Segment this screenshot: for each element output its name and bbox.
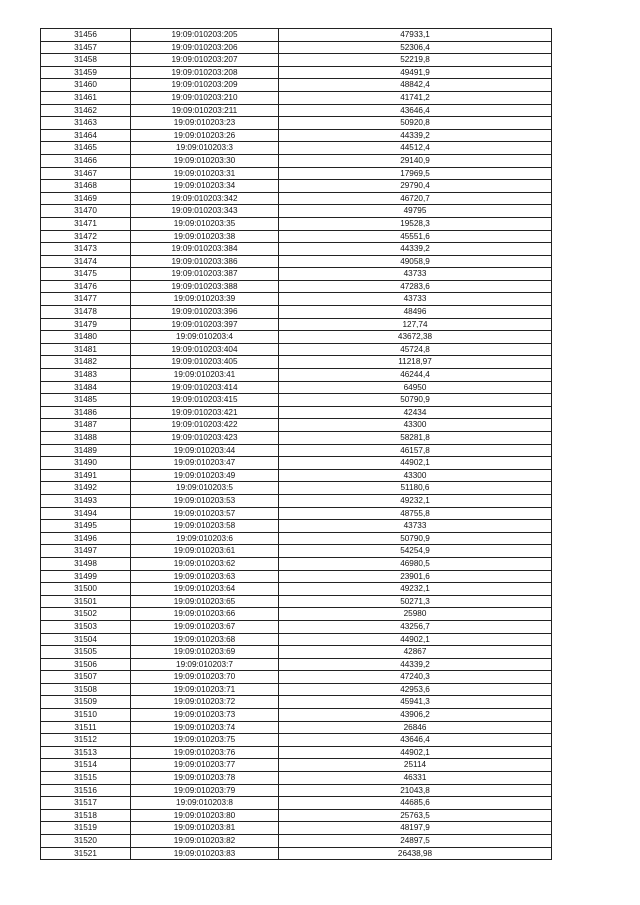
row-number-cell: 31501 [41,595,131,608]
value-cell: 42867 [279,646,552,659]
table-row [41,822,552,835]
table-row [41,419,552,432]
cadastral-number-cell: 19:09:010203:26 [131,129,279,142]
table-row [41,545,552,558]
cadastral-number-cell: 19:09:010203:342 [131,192,279,205]
cadastral-number-cell: 19:09:010203:3 [131,142,279,155]
cadastral-number-cell: 19:09:010203:62 [131,557,279,570]
cadastral-number-cell: 19:09:010203:423 [131,432,279,445]
row-number-cell: 31497 [41,545,131,558]
table-row [41,41,552,54]
row-number-cell: 31504 [41,633,131,646]
cadastral-number-cell: 19:09:010203:38 [131,230,279,243]
cadastral-number-cell: 19:09:010203:81 [131,822,279,835]
value-cell: 58281,8 [279,432,552,445]
cadastral-number-cell: 19:09:010203:70 [131,671,279,684]
table-row [41,406,552,419]
cadastral-number-cell: 19:09:010203:41 [131,369,279,382]
cadastral-number-cell: 19:09:010203:71 [131,683,279,696]
cadastral-number-cell: 19:09:010203:405 [131,356,279,369]
row-number-cell: 31457 [41,41,131,54]
row-number-cell: 31467 [41,167,131,180]
row-number-cell: 31478 [41,306,131,319]
cadastral-number-cell: 19:09:010203:8 [131,797,279,810]
row-number-cell: 31492 [41,482,131,495]
table-row [41,318,552,331]
value-cell: 49058,9 [279,255,552,268]
value-cell: 43733 [279,520,552,533]
cadastral-number-cell: 19:09:010203:404 [131,343,279,356]
value-cell: 50271,3 [279,595,552,608]
cadastral-number-cell: 19:09:010203:386 [131,255,279,268]
table-row [41,746,552,759]
cadastral-number-cell: 19:09:010203:30 [131,154,279,167]
row-number-cell: 31462 [41,104,131,117]
row-number-cell: 31520 [41,835,131,848]
row-number-cell: 31513 [41,746,131,759]
table-row [41,482,552,495]
value-cell: 44339,2 [279,129,552,142]
cadastral-number-cell: 19:09:010203:74 [131,721,279,734]
table-row [41,129,552,142]
value-cell: 23901,6 [279,570,552,583]
cadastral-number-cell: 19:09:010203:7 [131,658,279,671]
value-cell: 43733 [279,293,552,306]
cadastral-number-cell: 19:09:010203:64 [131,583,279,596]
cadastral-number-cell: 19:09:010203:415 [131,394,279,407]
row-number-cell: 31472 [41,230,131,243]
cadastral-number-cell: 19:09:010203:34 [131,180,279,193]
table-row [41,835,552,848]
cadastral-number-cell: 19:09:010203:75 [131,734,279,747]
table-row [41,217,552,230]
row-number-cell: 31485 [41,394,131,407]
value-cell: 51180,6 [279,482,552,495]
table-row [41,167,552,180]
table-row [41,180,552,193]
table-row [41,646,552,659]
table-row [41,432,552,445]
cadastral-number-cell: 19:09:010203:206 [131,41,279,54]
cadastral-number-cell: 19:09:010203:207 [131,54,279,67]
cadastral-number-cell: 19:09:010203:387 [131,268,279,281]
table-row [41,847,552,860]
table-row [41,469,552,482]
table-row [41,457,552,470]
value-cell: 45551,6 [279,230,552,243]
cadastral-number-cell: 19:09:010203:80 [131,809,279,822]
row-number-cell: 31518 [41,809,131,822]
value-cell: 46331 [279,772,552,785]
value-cell: 44902,1 [279,633,552,646]
value-cell: 44339,2 [279,658,552,671]
table-row [41,293,552,306]
value-cell: 19528,3 [279,217,552,230]
cadastral-number-cell: 19:09:010203:61 [131,545,279,558]
row-number-cell: 31489 [41,444,131,457]
cadastral-number-cell: 19:09:010203:53 [131,494,279,507]
table-row [41,683,552,696]
cadastral-number-cell: 19:09:010203:39 [131,293,279,306]
value-cell: 47240,3 [279,671,552,684]
row-number-cell: 31495 [41,520,131,533]
row-number-cell: 31474 [41,255,131,268]
cadastral-number-cell: 19:09:010203:67 [131,620,279,633]
cadastral-number-cell: 19:09:010203:397 [131,318,279,331]
table-row [41,583,552,596]
value-cell: 48842,4 [279,79,552,92]
value-cell: 24897,5 [279,835,552,848]
row-number-cell: 31494 [41,507,131,520]
table-row [41,230,552,243]
cadastral-number-cell: 19:09:010203:421 [131,406,279,419]
value-cell: 29140,9 [279,154,552,167]
table-row [41,117,552,130]
row-number-cell: 31480 [41,331,131,344]
value-cell: 21043,8 [279,784,552,797]
cadastral-number-cell: 19:09:010203:414 [131,381,279,394]
cadastral-number-cell: 19:09:010203:57 [131,507,279,520]
row-number-cell: 31477 [41,293,131,306]
cadastral-number-cell: 19:09:010203:35 [131,217,279,230]
table-row [41,356,552,369]
value-cell: 48496 [279,306,552,319]
row-number-cell: 31482 [41,356,131,369]
table-row [41,696,552,709]
cadastral-number-cell: 19:09:010203:83 [131,847,279,860]
table-row [41,532,552,545]
value-cell: 29790,4 [279,180,552,193]
cadastral-number-cell: 19:09:010203:47 [131,457,279,470]
table-row [41,809,552,822]
row-number-cell: 31464 [41,129,131,142]
row-number-cell: 31475 [41,268,131,281]
table-row [41,79,552,92]
value-cell: 11218,97 [279,356,552,369]
row-number-cell: 31493 [41,494,131,507]
value-cell: 50920,8 [279,117,552,130]
cadastral-number-cell: 19:09:010203:73 [131,709,279,722]
value-cell: 43906,2 [279,709,552,722]
cadastral-number-cell: 19:09:010203:58 [131,520,279,533]
cadastral-number-cell: 19:09:010203:209 [131,79,279,92]
row-number-cell: 31512 [41,734,131,747]
row-number-cell: 31471 [41,217,131,230]
table-row [41,797,552,810]
table-row [41,154,552,167]
cadastral-number-cell: 19:09:010203:68 [131,633,279,646]
value-cell: 49232,1 [279,583,552,596]
value-cell: 64950 [279,381,552,394]
value-cell: 26438,98 [279,847,552,860]
value-cell: 42434 [279,406,552,419]
value-cell: 47933,1 [279,29,552,42]
row-number-cell: 31473 [41,243,131,256]
cadastral-number-cell: 19:09:010203:65 [131,595,279,608]
table-row [41,192,552,205]
cadastral-number-cell: 19:09:010203:211 [131,104,279,117]
table-row [41,306,552,319]
cadastral-number-cell: 19:09:010203:69 [131,646,279,659]
cadastral-number-cell: 19:09:010203:422 [131,419,279,432]
value-cell: 43733 [279,268,552,281]
table-row [41,570,552,583]
table-row [41,734,552,747]
value-cell: 44339,2 [279,243,552,256]
table-row [41,343,552,356]
row-number-cell: 31490 [41,457,131,470]
value-cell: 49232,1 [279,494,552,507]
row-number-cell: 31521 [41,847,131,860]
cadastral-number-cell: 19:09:010203:23 [131,117,279,130]
value-cell: 50790,9 [279,394,552,407]
row-number-cell: 31488 [41,432,131,445]
table-row [41,268,552,281]
cadastral-number-cell: 19:09:010203:208 [131,66,279,79]
value-cell: 46980,5 [279,557,552,570]
row-number-cell: 31500 [41,583,131,596]
value-cell: 48197,9 [279,822,552,835]
value-cell: 52306,4 [279,41,552,54]
row-number-cell: 31460 [41,79,131,92]
row-number-cell: 31461 [41,91,131,104]
value-cell: 43672,38 [279,331,552,344]
row-number-cell: 31486 [41,406,131,419]
value-cell: 47283,6 [279,280,552,293]
value-cell: 44685,6 [279,797,552,810]
row-number-cell: 31515 [41,772,131,785]
cadastral-number-cell: 19:09:010203:66 [131,608,279,621]
row-number-cell: 31519 [41,822,131,835]
row-number-cell: 31496 [41,532,131,545]
table-row [41,54,552,67]
value-cell: 25763,5 [279,809,552,822]
row-number-cell: 31484 [41,381,131,394]
row-number-cell: 31483 [41,369,131,382]
cadastral-number-cell: 19:09:010203:44 [131,444,279,457]
value-cell: 44902,1 [279,457,552,470]
row-number-cell: 31505 [41,646,131,659]
cadastral-number-cell: 19:09:010203:79 [131,784,279,797]
table-row [41,721,552,734]
value-cell: 127,74 [279,318,552,331]
table-row [41,331,552,344]
table-row [41,243,552,256]
cadastral-number-cell: 19:09:010203:76 [131,746,279,759]
table-row [41,507,552,520]
table-row [41,91,552,104]
row-number-cell: 31479 [41,318,131,331]
row-number-cell: 31499 [41,570,131,583]
value-cell: 44512,4 [279,142,552,155]
row-number-cell: 31516 [41,784,131,797]
table-row [41,394,552,407]
table-row [41,709,552,722]
table-row [41,369,552,382]
table-row [41,772,552,785]
table-row [41,66,552,79]
data-table [40,28,552,860]
table-body [41,29,552,860]
value-cell: 43300 [279,419,552,432]
value-cell: 48755,8 [279,507,552,520]
row-number-cell: 31507 [41,671,131,684]
row-number-cell: 31456 [41,29,131,42]
row-number-cell: 31514 [41,759,131,772]
cadastral-number-cell: 19:09:010203:4 [131,331,279,344]
table-row [41,280,552,293]
table-row [41,633,552,646]
table-row [41,104,552,117]
cadastral-number-cell: 19:09:010203:72 [131,696,279,709]
row-number-cell: 31487 [41,419,131,432]
value-cell: 52219,8 [279,54,552,67]
cadastral-number-cell: 19:09:010203:49 [131,469,279,482]
row-number-cell: 31503 [41,620,131,633]
table-row [41,142,552,155]
row-number-cell: 31498 [41,557,131,570]
document-page [40,28,551,860]
table-row [41,205,552,218]
row-number-cell: 31469 [41,192,131,205]
value-cell: 46157,8 [279,444,552,457]
value-cell: 46244,4 [279,369,552,382]
cadastral-number-cell: 19:09:010203:388 [131,280,279,293]
row-number-cell: 31510 [41,709,131,722]
value-cell: 25114 [279,759,552,772]
row-number-cell: 31463 [41,117,131,130]
cadastral-number-cell: 19:09:010203:31 [131,167,279,180]
table-row [41,494,552,507]
row-number-cell: 31509 [41,696,131,709]
value-cell: 42953,6 [279,683,552,696]
table-row [41,557,552,570]
table-row [41,658,552,671]
cadastral-number-cell: 19:09:010203:396 [131,306,279,319]
table-row [41,784,552,797]
row-number-cell: 31476 [41,280,131,293]
row-number-cell: 31506 [41,658,131,671]
value-cell: 49795 [279,205,552,218]
cadastral-number-cell: 19:09:010203:5 [131,482,279,495]
row-number-cell: 31481 [41,343,131,356]
table-row [41,29,552,42]
row-number-cell: 31458 [41,54,131,67]
cadastral-number-cell: 19:09:010203:63 [131,570,279,583]
cadastral-number-cell: 19:09:010203:384 [131,243,279,256]
value-cell: 43646,4 [279,734,552,747]
value-cell: 44902,1 [279,746,552,759]
row-number-cell: 31465 [41,142,131,155]
row-number-cell: 31502 [41,608,131,621]
value-cell: 49491,9 [279,66,552,79]
cadastral-number-cell: 19:09:010203:205 [131,29,279,42]
table-row [41,620,552,633]
value-cell: 54254,9 [279,545,552,558]
cadastral-number-cell: 19:09:010203:78 [131,772,279,785]
value-cell: 43300 [279,469,552,482]
value-cell: 26846 [279,721,552,734]
row-number-cell: 31468 [41,180,131,193]
table-row [41,595,552,608]
table-row [41,255,552,268]
value-cell: 17969,5 [279,167,552,180]
table-row [41,759,552,772]
value-cell: 41741,2 [279,91,552,104]
row-number-cell: 31470 [41,205,131,218]
value-cell: 43256,7 [279,620,552,633]
row-number-cell: 31459 [41,66,131,79]
cadastral-number-cell: 19:09:010203:77 [131,759,279,772]
table-row [41,381,552,394]
table-row [41,520,552,533]
row-number-cell: 31508 [41,683,131,696]
value-cell: 45941,3 [279,696,552,709]
row-number-cell: 31466 [41,154,131,167]
cadastral-number-cell: 19:09:010203:210 [131,91,279,104]
cadastral-number-cell: 19:09:010203:82 [131,835,279,848]
cadastral-number-cell: 19:09:010203:343 [131,205,279,218]
value-cell: 45724,8 [279,343,552,356]
row-number-cell: 31511 [41,721,131,734]
cadastral-number-cell: 19:09:010203:6 [131,532,279,545]
value-cell: 25980 [279,608,552,621]
value-cell: 43646,4 [279,104,552,117]
row-number-cell: 31491 [41,469,131,482]
table-row [41,671,552,684]
value-cell: 46720,7 [279,192,552,205]
table-row [41,444,552,457]
row-number-cell: 31517 [41,797,131,810]
table-row [41,608,552,621]
value-cell: 50790,9 [279,532,552,545]
